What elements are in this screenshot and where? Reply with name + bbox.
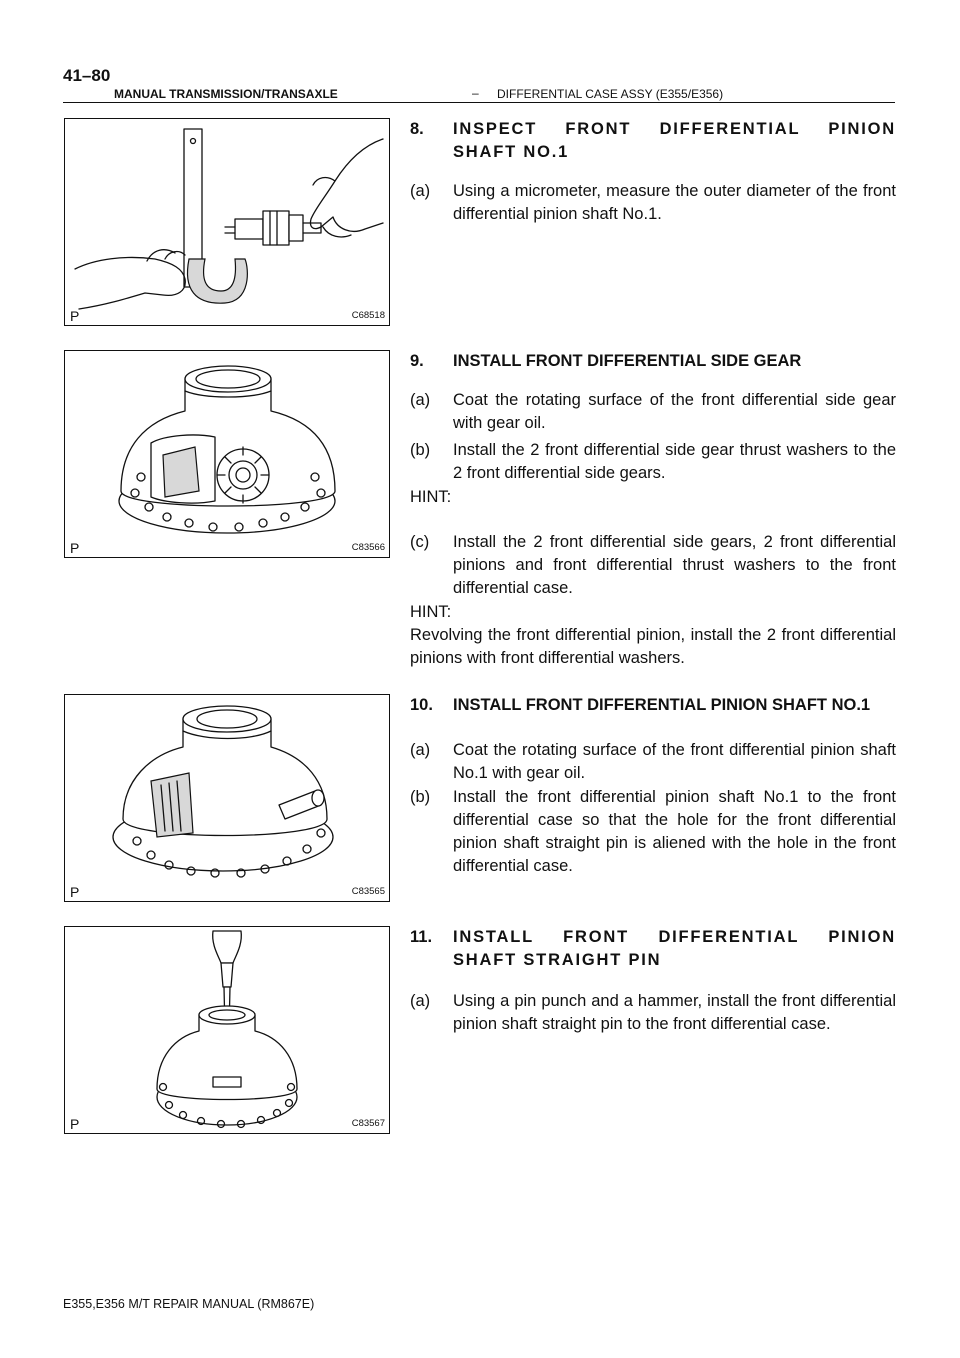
step-10-a	[410, 739, 896, 785]
figure-label: P	[70, 308, 80, 324]
step-11-heading	[410, 926, 896, 972]
micrometer-illustration	[65, 119, 389, 325]
item-text: Install the 2 front differential side gears, 2 front differential pinions and front differential thrust washers to the front differential case.	[453, 533, 896, 597]
figure-label: P	[70, 540, 80, 556]
figure-pinion-shaft	[64, 694, 390, 902]
item-label: (a)	[410, 741, 431, 759]
step-9-b	[410, 439, 896, 485]
step-9-hint-1: HINT:	[410, 488, 452, 506]
item-label: (a)	[410, 182, 431, 200]
running-header	[63, 84, 895, 103]
figure-code: C83565	[351, 886, 385, 897]
step-10-heading	[410, 694, 896, 717]
differential-case-illustration	[65, 351, 389, 557]
page-number: 41–80	[63, 66, 111, 85]
differential-pinion-shaft-illustration	[65, 695, 389, 901]
step-number: 9.	[410, 352, 424, 370]
section-title: MANUAL TRANSMISSION/TRANSAXLE	[114, 87, 338, 101]
step-9-heading	[410, 350, 896, 373]
step-title: INSTALL FRONT DIFFERENTIAL PINION SHAFT STRAIGHT PIN	[453, 928, 896, 969]
header-separator: –	[472, 86, 479, 100]
step-11-a	[410, 990, 896, 1036]
figure-micrometer	[64, 118, 390, 326]
item-text: Install the 2 front differential side gear thrust washers to the 2 front differential side gears.	[453, 441, 896, 482]
step-9-hint-2: HINT:	[410, 603, 452, 621]
item-label: (c)	[410, 533, 430, 551]
step-10-b	[410, 786, 896, 878]
figure-label: P	[70, 1116, 80, 1132]
figure-code: C68518	[351, 310, 385, 321]
figure-code: C83567	[351, 1118, 385, 1129]
figure-code: C83566	[351, 542, 385, 553]
item-text: Using a pin punch and a hammer, install the front differential pinion shaft straight pin to the front differential case.	[453, 992, 896, 1033]
figure-differential-side-gear	[64, 350, 390, 558]
item-text: Coat the rotating surface of the front differential pinion shaft No.1 with gear oil.	[453, 741, 896, 782]
step-9-a	[410, 389, 896, 435]
pin-punch-illustration	[65, 927, 389, 1133]
step-title: INSTALL FRONT DIFFERENTIAL SIDE GEAR	[453, 352, 802, 370]
item-text: Coat the rotating surface of the front differential side gear with gear oil.	[453, 391, 896, 432]
step-9-hint-2-text: Revolving the front differential pinion, install the 2 front differential pinions with front differential washers.	[410, 626, 896, 667]
figure-label: P	[70, 884, 80, 900]
item-label: (b)	[410, 441, 431, 459]
step-number: 11.	[410, 928, 433, 946]
step-8-a	[410, 180, 896, 226]
step-8-heading	[410, 118, 896, 164]
step-title: INSPECT FRONT DIFFERENTIAL PINION SHAFT NO.1	[453, 120, 896, 161]
page-footer: E355,E356 M/T REPAIR MANUAL (RM867E)	[63, 1297, 315, 1311]
item-label: (a)	[410, 391, 431, 409]
subsection-title: DIFFERENTIAL CASE ASSY (E355/E356)	[497, 87, 724, 101]
step-title: INSTALL FRONT DIFFERENTIAL PINION SHAFT NO.1	[453, 696, 871, 714]
item-label: (a)	[410, 992, 431, 1010]
step-number: 10.	[410, 696, 433, 714]
step-number: 8.	[410, 120, 424, 138]
item-text: Using a micrometer, measure the outer diameter of the front differential pinion shaft No.1.	[453, 182, 896, 223]
step-9-c	[410, 531, 896, 600]
figure-straight-pin	[64, 926, 390, 1134]
item-text: Install the front differential pinion shaft No.1 to the front differential case so that the hole for the front differential pinion shaft straight pin is aliened with the hole in the front differential case.	[453, 788, 896, 875]
item-label: (b)	[410, 788, 431, 806]
